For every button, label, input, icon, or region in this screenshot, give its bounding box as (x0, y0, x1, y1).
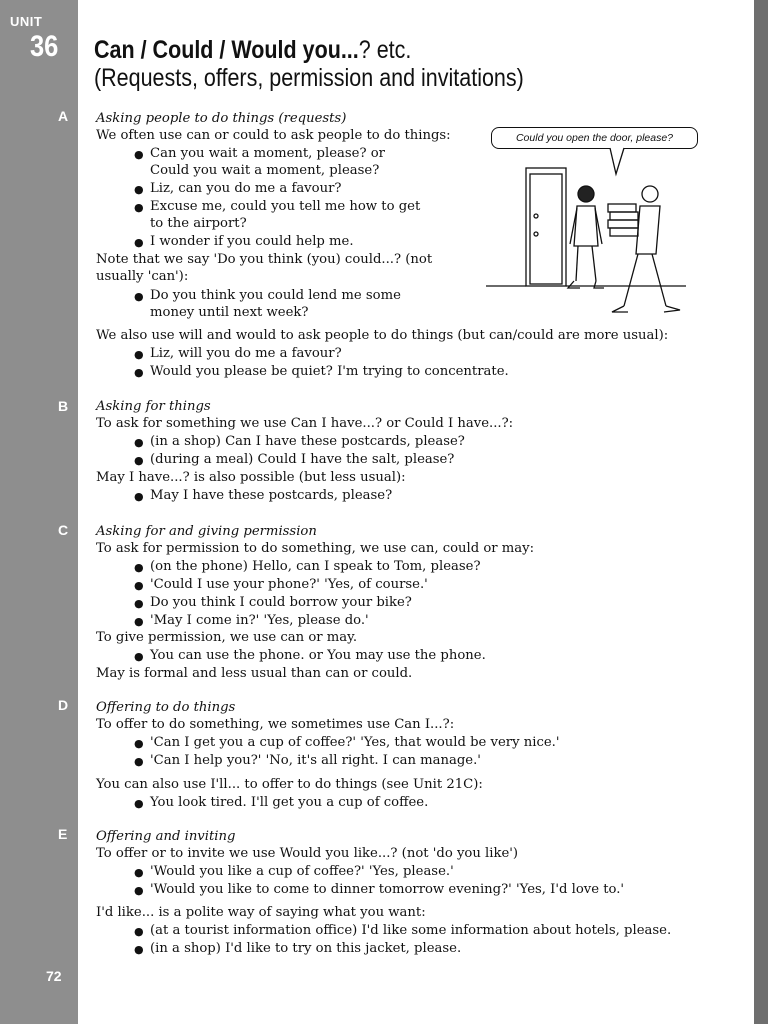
list-item: (at a tourist information office) I'd like some information about hotels, please. (150, 923, 672, 938)
list-item: (on the phone) Hello, can I speak to Tom, please? (150, 559, 481, 574)
bullet-icon: ● (134, 561, 144, 574)
section-d-heading: Offering to do things (96, 700, 236, 715)
door-lock (534, 232, 538, 236)
section-marker-a: A (58, 108, 69, 124)
list-item: Would you please be quiet? I'm trying to concentrate. (150, 364, 509, 379)
list-item: Excuse me, could you tell me how to get (150, 199, 421, 214)
bullet-icon: ● (134, 183, 144, 196)
section-marker-c: C (58, 522, 69, 538)
section-e-heading: Offering and inviting (96, 829, 236, 844)
bullet-icon: ● (134, 943, 144, 956)
bullet-icon: ● (134, 737, 144, 750)
section-e-intro: To offer or to invite we use Would you like...? (not 'do you like') (96, 846, 519, 861)
man-figure (608, 186, 680, 312)
section-e-polite: I'd like... is a polite way of saying what you want: (96, 905, 426, 920)
bullet-icon: ● (134, 650, 144, 663)
page-number: 72 (46, 968, 62, 984)
bullet-icon: ● (134, 148, 144, 161)
bullet-icon: ● (134, 597, 144, 610)
door-knob (534, 214, 538, 218)
list-item-cont: to the airport? (150, 216, 247, 231)
section-marker-d: D (58, 697, 69, 713)
bullet-icon: ● (134, 615, 144, 628)
list-item: Liz, will you do me a favour? (150, 346, 342, 361)
unit-label: UNIT (10, 14, 43, 29)
list-item: 'Can I help you?' 'No, it's all right. I can manage.' (150, 753, 481, 768)
bullet-icon: ● (134, 925, 144, 938)
woman-figure (568, 186, 604, 288)
list-item: You can use the phone. or You may use the phone. (150, 648, 486, 663)
title-bold: Can / Could / Would you... (94, 36, 359, 64)
list-item: 'Would you like a cup of coffee?' 'Yes, please.' (150, 864, 454, 879)
list-item: May I have these postcards, please? (150, 488, 393, 503)
bullet-icon: ● (134, 579, 144, 592)
list-item: You look tired. I'll get you a cup of coffee. (150, 795, 429, 810)
section-a-intro: We often use can or could to ask people to do things: (96, 128, 451, 143)
list-item: Do you think I could borrow your bike? (150, 595, 412, 610)
bullet-icon: ● (134, 454, 144, 467)
page-title (94, 36, 411, 65)
list-item: (during a meal) Could I have the salt, please? (150, 452, 455, 467)
list-item: 'Could I use your phone?' 'Yes, of course.' (150, 577, 428, 592)
list-item: Do you think you could lend me some (150, 288, 401, 303)
speech-bubble: Could you open the door, please? (491, 127, 698, 149)
door-illustration (486, 146, 700, 322)
bullet-icon: ● (134, 755, 144, 768)
section-marker-b: B (58, 398, 69, 414)
section-c-heading: Asking for and giving permission (96, 524, 317, 539)
list-item: I wonder if you could help me. (150, 234, 354, 249)
section-d-intro: To offer to do something, we sometimes use Can I...?: (96, 717, 455, 732)
bullet-icon: ● (134, 236, 144, 249)
bullet-icon: ● (134, 490, 144, 503)
list-item: 'Can I get you a cup of coffee?' 'Yes, that would be very nice.' (150, 735, 560, 750)
list-item: (in a shop) Can I have these postcards, please? (150, 434, 465, 449)
bullet-icon: ● (134, 884, 144, 897)
list-item: 'Would you like to come to dinner tomorrow evening?' 'Yes, I'd love to.' (150, 882, 625, 897)
page-subtitle: (Requests, offers, permission and invitations) (94, 64, 524, 92)
title-rest: ? etc. (358, 36, 412, 64)
section-a-heading: Asking people to do things (requests) (96, 111, 347, 126)
list-item-cont: money until next week? (150, 305, 309, 320)
list-item: Liz, can you do me a favour? (150, 181, 342, 196)
bullet-icon: ● (134, 797, 144, 810)
bullet-icon: ● (134, 866, 144, 879)
bullet-icon: ● (134, 366, 144, 379)
bullet-icon: ● (134, 290, 144, 303)
list-item-cont: Could you wait a moment, please? (150, 163, 380, 178)
bullet-icon: ● (134, 348, 144, 361)
section-b-intro: To ask for something we use Can I have...? or Could I have...?: (96, 416, 514, 431)
right-page-edge (754, 0, 768, 1024)
door-frame (526, 168, 566, 286)
section-a-note-cont: usually 'can'): (96, 269, 189, 284)
unit-number: 36 (30, 30, 59, 63)
section-d-also: You can also use I'll... to offer to do things (see Unit 21C): (96, 777, 483, 792)
section-marker-e: E (58, 826, 68, 842)
list-item: 'May I come in?' 'Yes, please do.' (150, 613, 369, 628)
section-a-note: Note that we say 'Do you think (you) could...? (not (96, 252, 433, 267)
bullet-icon: ● (134, 201, 144, 214)
bullet-icon: ● (134, 436, 144, 449)
list-item: Can you wait a moment, please? or (150, 146, 385, 161)
section-a-also: We also use will and would to ask people to do things (but can/could are more usual): (96, 328, 669, 343)
section-c-intro: To ask for permission to do something, we use can, could or may: (96, 541, 535, 556)
section-b-also: May I have...? is also possible (but less usual): (96, 470, 406, 485)
left-margin-bar (0, 0, 78, 1024)
bubble-tail (610, 148, 624, 174)
door (530, 174, 562, 284)
list-item: (in a shop) I'd like to try on this jacket, please. (150, 941, 462, 956)
section-c-give: To give permission, we use can or may. (96, 630, 358, 645)
section-c-formal: May is formal and less usual than can or could. (96, 666, 413, 681)
section-b-heading: Asking for things (96, 399, 211, 414)
